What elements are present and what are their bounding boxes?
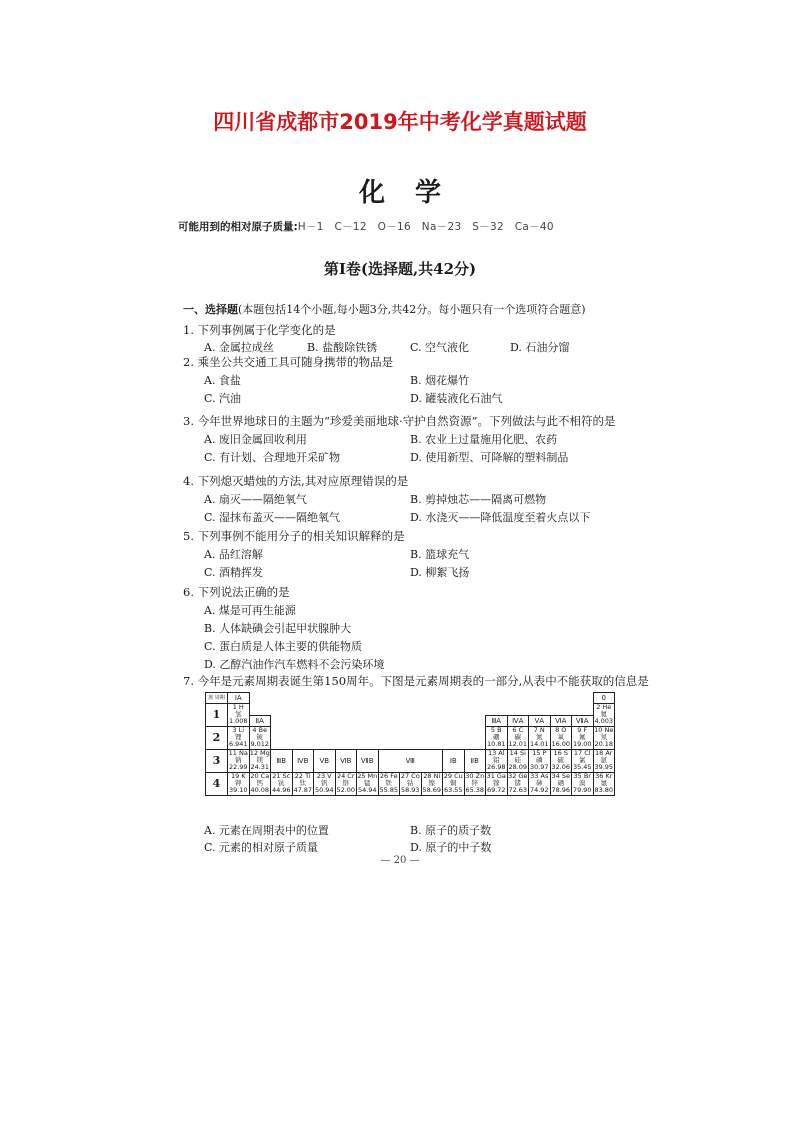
element-cell [271, 773, 293, 796]
question-option: C. 汽油 [204, 392, 242, 405]
element-mass: 69.72 [486, 786, 506, 794]
element-num: 15 P [532, 749, 547, 757]
element-mass: 24.31 [250, 763, 270, 771]
group-label: ⅦA [572, 716, 594, 727]
element-num: 26 Fe [379, 772, 398, 780]
question-stem: 5. 下列事例不能用分子的相关知识解释的是 [183, 529, 405, 543]
element-mass: 9.012 [250, 740, 270, 748]
subject-heading: 化学 [358, 178, 471, 208]
period-number: 2 [206, 727, 228, 750]
element-mass: 20.18 [594, 740, 614, 748]
element-name: 硒 [557, 779, 564, 787]
element-mass: 26.98 [486, 763, 506, 771]
element-mass: 1.008 [228, 717, 248, 725]
element-num: 36 Kr [595, 772, 613, 780]
element-num: 12 Mg [249, 749, 270, 757]
group-label: ⅥA [550, 716, 572, 727]
page-number: — 20 — [380, 855, 420, 866]
question-option: A. 扇灭——隔绝氧气 [204, 493, 307, 506]
element-name: 氦 [600, 710, 607, 718]
element-num: 9 F [577, 726, 588, 734]
group-label: ⅢB [271, 750, 293, 773]
element-name: 锰 [364, 779, 371, 787]
element-cell [228, 727, 250, 750]
element-num: 11 Na [228, 749, 248, 757]
element-name: 氧 [557, 733, 564, 741]
element-name: 碳 [514, 733, 521, 741]
question-stem: 2. 乘坐公共交通工具可随身携带的物品是 [183, 355, 394, 369]
question-stem: 7. 今年是元素周期表诞生第150周年。下图是元素周期表的一部分,从表中不能获取的信息是 [183, 674, 649, 688]
element-mass: 12.01 [508, 740, 528, 748]
element-num: 8 O [555, 726, 567, 734]
element-name: 硫 [557, 756, 564, 764]
element-cell [593, 727, 615, 750]
question-option: A. 废旧金属回收利用 [204, 433, 307, 446]
element-cell [400, 773, 422, 796]
element-num: 22 Ti [294, 772, 311, 780]
question-option: B. 剪掉烛芯——隔离可燃物 [410, 493, 547, 506]
group-label: ⅤB [314, 750, 336, 773]
group-label: Ⅷ [378, 750, 443, 773]
question-option: D. 原子的中子数 [410, 841, 492, 854]
question-option: D. 石油分馏 [510, 341, 570, 354]
element-mass: 47.87 [293, 786, 313, 794]
question-option: C. 有计划、合理地开采矿物 [204, 451, 341, 464]
element-name: 钾 [235, 779, 242, 787]
question-option: D. 罐装液化石油气 [410, 392, 503, 405]
question-stem: 3. 今年世界地球日的主题为“珍爱美丽地球·守护自然资源”。下列做法与此不相符的是 [183, 414, 616, 428]
question-stem: 6. 下列说法正确的是 [183, 585, 290, 599]
element-num: 4 Be [252, 726, 268, 734]
element-name: 铁 [385, 779, 392, 787]
element-cell [572, 750, 594, 773]
question-stem: 1. 下列事例属于化学变化的是 [183, 323, 336, 337]
element-cell [529, 727, 551, 750]
element-cell [421, 773, 443, 796]
element-name: 锗 [514, 779, 521, 787]
question-option: A. 品红溶解 [204, 548, 263, 561]
question-option: B. 人体缺碘会引起甲状腺肿大 [204, 622, 352, 635]
element-mass: 6.941 [228, 740, 248, 748]
group-label: ⅣB [292, 750, 314, 773]
question-option: B. 盐酸除铁锈 [307, 341, 378, 354]
period-number: 4 [206, 773, 228, 796]
section-note: (本题包括14个小题,每小题3分,共42分。每小题只有一个选项符合题意) [238, 303, 586, 316]
element-mass: 22.99 [228, 763, 248, 771]
element-name: 钴 [407, 779, 414, 787]
question-option: A. 元素在周期表中的位置 [204, 824, 329, 837]
group-label: ⅥB [335, 750, 357, 773]
element-name: 硅 [514, 756, 521, 764]
atomic-mass-values: H－1 C－12 O－16 Na－23 S－32 Ca－40 [297, 221, 554, 233]
element-num: 5 B [490, 726, 502, 734]
question-option: C. 湿抹布盖灭——隔绝氧气 [204, 511, 341, 524]
question-option: D. 柳絮飞扬 [410, 566, 470, 579]
question-option: A. 食盐 [204, 374, 241, 387]
element-cell [335, 773, 357, 796]
element-name: 溴 [579, 779, 586, 787]
question-option: D. 水浇灭——降低温度至着火点以下 [410, 511, 591, 524]
question-option: C. 酒精挥发 [204, 566, 264, 579]
question-option: D. 使用新型、可降解的塑料制品 [410, 451, 569, 464]
question-option: C. 蛋白质是人体主要的供能物质 [204, 640, 363, 653]
element-name: 钛 [299, 779, 306, 787]
element-mass: 55.85 [379, 786, 399, 794]
element-cell [378, 773, 400, 796]
element-mass: 35.45 [572, 763, 592, 771]
element-cell [249, 727, 271, 750]
element-mass: 30.97 [529, 763, 549, 771]
element-mass: 58.69 [422, 786, 442, 794]
element-mass: 50.94 [314, 786, 334, 794]
element-cell [507, 750, 529, 773]
period-number: 3 [206, 750, 228, 773]
element-num: 18 Ar [595, 749, 613, 757]
element-name: 钒 [321, 779, 328, 787]
group-label: ⅦB [357, 750, 379, 773]
element-mass: 39.95 [594, 763, 614, 771]
group-label: ⅠA [228, 693, 250, 704]
element-num: 7 N [533, 726, 545, 734]
element-mass: 40.08 [250, 786, 270, 794]
element-num: 2 He [596, 703, 612, 711]
question-option: C. 元素的相对原子质量 [204, 841, 319, 854]
element-cell [486, 727, 508, 750]
element-name: 砷 [536, 779, 543, 787]
element-cell [314, 773, 336, 796]
element-mass: 16.00 [551, 740, 571, 748]
group-label: ⅡB [464, 750, 486, 773]
periodic-table [205, 692, 615, 815]
element-cell [529, 773, 551, 796]
atomic-mass-label: 可能用到的相对原子质量: [178, 221, 298, 233]
element-num: 27 Co [400, 772, 420, 780]
element-name: 氯 [579, 756, 586, 764]
element-name: 铜 [450, 779, 457, 787]
element-name: 氮 [536, 733, 543, 741]
element-mass: 14.01 [529, 740, 549, 748]
element-cell [550, 750, 572, 773]
element-cell [486, 750, 508, 773]
element-num: 6 C [512, 726, 524, 734]
period-number: 1 [206, 704, 228, 727]
document-title: 四川省成都市2019年中考化学真题试题 [213, 110, 587, 134]
element-cell [507, 773, 529, 796]
element-cell [228, 773, 250, 796]
element-num: 25 Mn [357, 772, 378, 780]
element-mass: 52.00 [336, 786, 356, 794]
element-mass: 72.63 [508, 786, 528, 794]
element-mass: 63.55 [443, 786, 463, 794]
element-cell [593, 704, 615, 727]
element-num: 32 Ge [508, 772, 528, 780]
element-name: 铝 [493, 756, 500, 764]
element-name: 镓 [493, 779, 500, 787]
element-cell [228, 750, 250, 773]
element-mass: 58.93 [400, 786, 420, 794]
element-num: 21 Sc [272, 772, 291, 780]
question-option: A. 煤是可再生能源 [204, 604, 296, 617]
volume-title: 第Ⅰ卷(选择题,共42分) [323, 260, 477, 278]
question-option: B. 烟花爆竹 [410, 374, 470, 387]
group-label: 0 [593, 693, 615, 704]
element-cell [443, 773, 465, 796]
element-mass: 83.80 [594, 786, 614, 794]
question-stem: 4. 下列熄灭蜡烛的方法,其对应原理错误的是 [183, 474, 409, 488]
element-name: 钙 [256, 779, 263, 787]
element-num: 24 Cr [336, 772, 355, 780]
element-name: 磷 [536, 756, 543, 764]
element-name: 钪 [278, 779, 285, 787]
element-mass: 4.003 [594, 717, 614, 725]
element-cell [593, 750, 615, 773]
element-cell [572, 727, 594, 750]
element-mass: 74.92 [529, 786, 549, 794]
element-name: 氖 [600, 733, 607, 741]
question-option: C. 空气液化 [410, 341, 470, 354]
element-mass: 44.96 [271, 786, 291, 794]
element-num: 17 Cl [573, 749, 591, 757]
element-cell [228, 704, 250, 727]
element-num: 1 H [232, 703, 244, 711]
element-cell [357, 773, 379, 796]
question-option: A. 金属拉成丝 [204, 341, 274, 354]
element-cell [529, 750, 551, 773]
element-num: 35 Br [573, 772, 591, 780]
element-num: 33 As [530, 772, 549, 780]
element-num: 29 Cu [443, 772, 463, 780]
element-name: 氟 [579, 733, 586, 741]
element-mass: 54.94 [357, 786, 377, 794]
section-heading [183, 301, 586, 317]
element-cell [593, 773, 615, 796]
group-label: ⅡA [249, 716, 271, 727]
section-title: 一、选择题 [183, 303, 238, 316]
element-num: 31 Ga [486, 772, 506, 780]
element-num: 28 Ni [423, 772, 441, 780]
question-option: B. 原子的质子数 [410, 824, 492, 837]
question-option: B. 篮球充气 [410, 548, 470, 561]
element-name: 氩 [600, 756, 607, 764]
element-num: 19 K [230, 772, 246, 780]
element-cell [572, 773, 594, 796]
element-mass: 32.06 [551, 763, 571, 771]
element-num: 3 Li [232, 726, 245, 734]
group-label: ⅢA [486, 716, 508, 727]
question-option: D. 乙醇汽油作汽车燃料不会污染环境 [204, 658, 385, 671]
element-num: 14 Si [509, 749, 526, 757]
element-cell [550, 727, 572, 750]
element-num: 13 Al [487, 749, 505, 757]
element-name: 镍 [428, 779, 435, 787]
element-name: 硼 [493, 733, 500, 741]
group-label: ⅤA [529, 716, 551, 727]
element-cell [249, 773, 271, 796]
element-num: 20 Ca [250, 772, 270, 780]
question-option: B. 农业上过量施用化肥、农药 [410, 433, 558, 446]
element-mass: 39.10 [228, 786, 248, 794]
element-mass: 65.38 [465, 786, 485, 794]
element-name: 锂 [235, 733, 242, 741]
atomic-mass-line [178, 219, 554, 234]
element-name: 镁 [256, 756, 263, 764]
element-num: 23 V [316, 772, 332, 780]
element-num: 30 Zn [465, 772, 485, 780]
element-mass: 78.96 [551, 786, 571, 794]
element-cell [486, 773, 508, 796]
element-mass: 79.90 [572, 786, 592, 794]
element-num: 16 S [553, 749, 568, 757]
group-label: ⅠB [443, 750, 465, 773]
element-cell [507, 727, 529, 750]
element-name: 钠 [235, 756, 242, 764]
element-mass: 10.81 [486, 740, 506, 748]
element-mass: 28.09 [508, 763, 528, 771]
element-num: 10 Ne [594, 726, 614, 734]
element-name: 铍 [256, 733, 263, 741]
element-cell [464, 773, 486, 796]
element-name: 氪 [600, 779, 607, 787]
element-name: 锌 [471, 779, 478, 787]
element-cell [292, 773, 314, 796]
element-name: 氢 [235, 710, 242, 718]
element-mass: 19.00 [572, 740, 592, 748]
element-cell [249, 750, 271, 773]
element-name: 铬 [342, 779, 349, 787]
group-label: ⅣA [507, 716, 529, 727]
element-num: 34 Se [551, 772, 570, 780]
element-cell [550, 773, 572, 796]
period-group-corner: 族 周期 [206, 693, 228, 704]
